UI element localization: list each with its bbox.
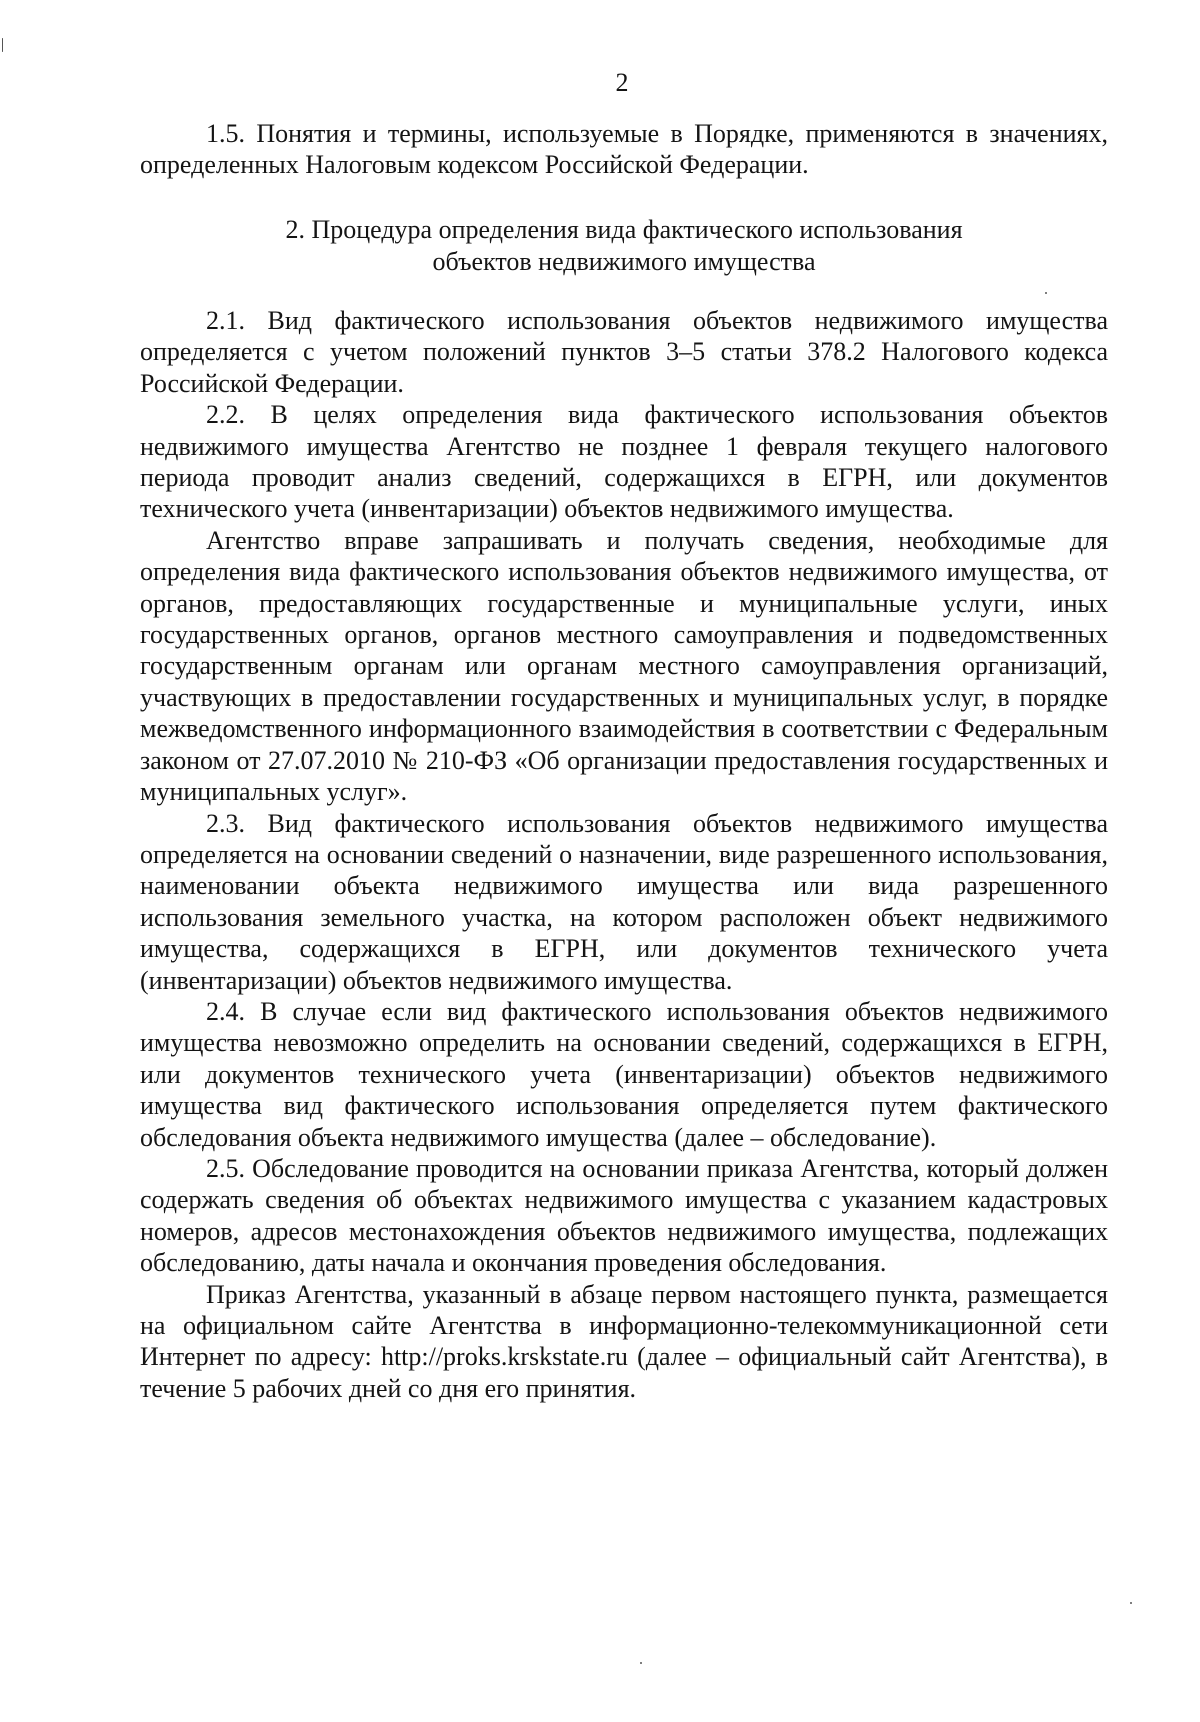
paragraph-2-1: 2.1. Вид фактического использования объектов недвижимого имущества определяется с учетом положений пунктов 3–5 статьи 378.2 Налогового кодекса Российской Федерации.: [140, 306, 1108, 398]
paragraph-2-4: 2.4. В случае если вид фактического использования объектов недвижимого имущества невозможно определить на основании сведений, содержащихся в ЕГРН, или документов технического учета (инвентаризации) объектов недвижимого имущества вид фактического использования определяется путем фактического обследования объекта недвижимого имущества (далее – обследование).: [140, 996, 1108, 1152]
paragraph-2-2-continued: Агентство вправе запрашивать и получать сведения, необходимые для определения вида фактического использования объектов недвижимого имущества, от органов, предоставляющих государственные и муниципальные услуги, иных государственных органов, органов местного самоуправления и подведомственных государственным органам или органам местного самоуправления организаций, участвующих в предоставлении государственных и муниципальных услуг, в порядке межведомственного информационного взаимодействия в соответствии с Федеральным законом от 27.07.2010 № 210-ФЗ «Об организации предоставления государственных и муниципальных услуг».: [140, 525, 1108, 807]
scan-speck: [1045, 292, 1047, 294]
page-number: 2: [615, 68, 629, 97]
section-2-heading: [140, 214, 1108, 278]
paragraph-2-2: 2.2. В целях определения вида фактического использования объектов недвижимого имущества Агентство не позднее 1 февраля текущего налогового периода проводит анализ сведений, содержащихся в ЕГРН, или документов технического учета (инвентаризации) объектов недвижимого имущества.: [140, 400, 1108, 524]
section-heading-line-2: объектов недвижимого имущества: [432, 247, 816, 276]
section-1-text: [140, 118, 1108, 181]
paragraph-2-5: 2.5. Обследование проводится на основании приказа Агентства, который должен содержать сведения об объектах недвижимого имущества с указанием кадастровых номеров, адресов местонахождения объектов недвижимого имущества, подлежащих обследованию, даты начала и окончания проведения обследования.: [140, 1153, 1108, 1278]
scan-speck: [1130, 1602, 1132, 1604]
paragraph-2-3: 2.3. Вид фактического использования объектов недвижимого имущества определяется на основании сведений о назначении, виде разрешенного использования, наименовании объекта недвижимого имущества или вида разрешенного использования земельного участка, на котором расположен объект недвижимого имущества, содержащихся в ЕГРН, или документов технического учета (инвентаризации) объектов недвижимого имущества.: [140, 808, 1108, 995]
scan-edge-mark: [2, 38, 3, 52]
paragraph-1-5: 1.5. Понятия и термины, используемые в Порядке, применяются в значениях, определенных Налоговым кодексом Российской Федерации.: [140, 119, 1108, 180]
section-2-body: [140, 305, 1108, 1404]
paragraph-2-5-continued: Приказ Агентства, указанный в абзаце первом настоящего пункта, размещается на официальном сайте Агентства в информационно-телекоммуникационной сети Интернет по адресу: http://proks.krskstate.ru (далее – официальный сайт Агентства), в течение 5 рабочих дней со дня его принятия.: [140, 1279, 1108, 1403]
section-heading-line-1: 2. Процедура определения вида фактического использования: [285, 215, 963, 244]
scan-speck: [640, 1662, 642, 1664]
